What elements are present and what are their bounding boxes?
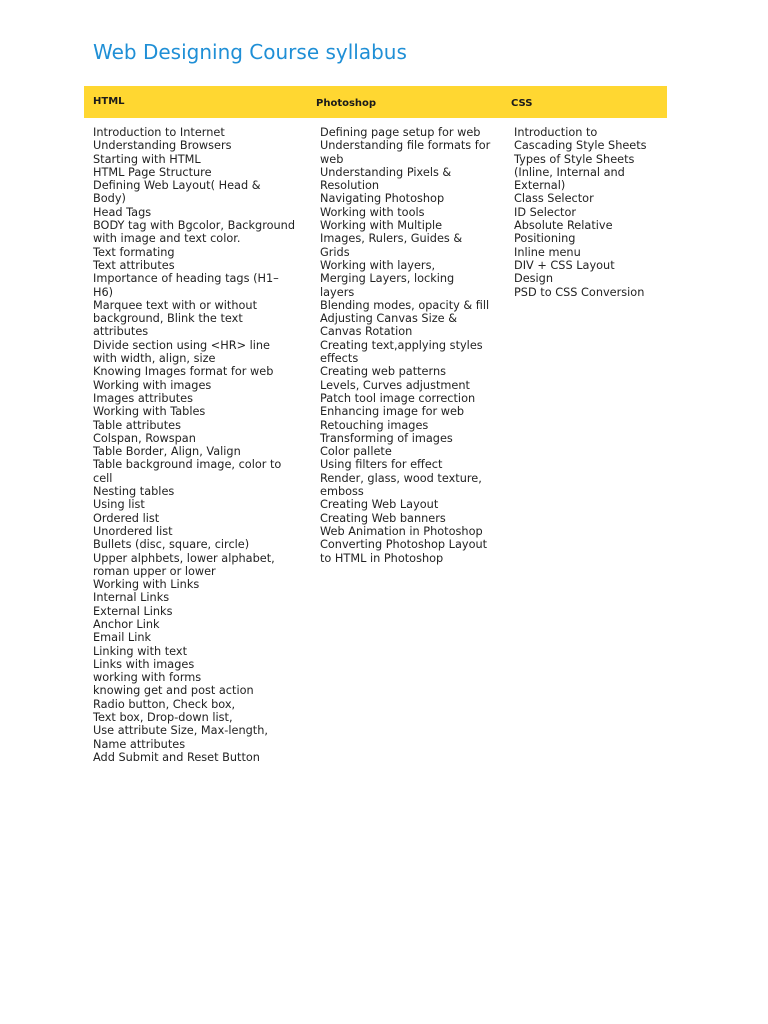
topic-line: Using list	[93, 498, 145, 512]
html-topic-list	[93, 126, 295, 764]
topic-line: Marquee text with or without	[93, 298, 257, 312]
column-heading-css: CSS	[511, 98, 533, 109]
topic-line: emboss	[320, 485, 364, 499]
topic-line: Defining Web Layout( Head &	[93, 179, 261, 193]
topic-line: External Links	[93, 604, 173, 618]
topic-line: Canvas Rotation	[320, 325, 413, 339]
topic-line: Using filters for effect	[320, 458, 443, 472]
topic-line: H6)	[93, 285, 114, 299]
topic-line: Introduction to	[514, 126, 598, 139]
topic-line: Working with images	[93, 378, 212, 392]
css-topic-list	[514, 126, 647, 299]
page-title: Web Designing Course syllabus	[93, 40, 407, 64]
topic-line: HTML Page Structure	[93, 165, 212, 179]
topic-line: Defining page setup for web	[320, 126, 481, 139]
topic-line: Table attributes	[93, 418, 181, 432]
topic-line: with width, align, size	[93, 352, 216, 366]
topic-line: Design	[514, 272, 554, 286]
topic-line: layers	[320, 285, 355, 299]
topic-line: Table Border, Align, Valign	[93, 445, 241, 459]
topic-line: Introduction to Internet	[93, 126, 225, 139]
topic-line: Linking with text	[93, 644, 188, 658]
topic-line: Creating Web banners	[320, 511, 446, 525]
photoshop-topic-list	[320, 126, 490, 565]
topic-line: Creating text,applying styles	[320, 338, 483, 352]
topic-line: Starting with HTML	[93, 152, 201, 166]
topic-line: Images, Rulers, Guides &	[320, 232, 463, 246]
topic-line: (Inline, Internal and	[514, 165, 625, 179]
topic-line: Importance of heading tags (H1–	[93, 272, 279, 286]
topic-line: Merging Layers, locking	[320, 272, 455, 286]
topic-line: PSD to CSS Conversion	[514, 285, 645, 299]
topic-line: Colspan, Rowspan	[93, 431, 196, 445]
column-heading-photoshop: Photoshop	[316, 98, 377, 109]
topic-line: Web Animation in Photoshop	[320, 524, 483, 538]
topic-line: Render, glass, wood texture,	[320, 471, 482, 485]
topic-line: Name attributes	[93, 737, 186, 751]
topic-line: Add Submit and Reset Button	[93, 750, 260, 764]
topic-line: Head Tags	[93, 205, 152, 219]
topic-line: Transforming of images	[320, 431, 453, 445]
topic-line: Ordered list	[93, 511, 160, 525]
topic-line: Adjusting Canvas Size &	[320, 312, 458, 326]
topic-line: Radio button, Check box,	[93, 697, 236, 711]
topic-line: Text attributes	[93, 258, 175, 272]
column-heading-html: HTML	[93, 96, 125, 107]
topic-line: Images attributes	[93, 391, 194, 405]
topic-line: with image and text color.	[93, 232, 241, 246]
topic-line: Creating Web Layout	[320, 498, 439, 512]
topic-line: Enhancing image for web	[320, 405, 465, 419]
topic-line: Types of Style Sheets	[514, 152, 635, 166]
topic-line: Text box, Drop-down list,	[93, 711, 233, 725]
topic-line: Grids	[320, 245, 350, 259]
topic-line: Navigating Photoshop	[320, 192, 445, 206]
topic-line: Working with Multiple	[320, 219, 443, 233]
topic-line: Retouching images	[320, 418, 429, 432]
topic-line: Working with tools	[320, 205, 425, 219]
topic-line: Knowing Images format for web	[93, 365, 274, 379]
topic-line: Cascading Style Sheets	[514, 139, 647, 153]
topic-line: Working with Links	[93, 578, 200, 592]
topic-line: Positioning	[514, 232, 576, 246]
topic-line: working with forms	[93, 671, 202, 685]
topic-line: Use attribute Size, Max-length,	[93, 724, 268, 738]
topic-line: DIV + CSS Layout	[514, 258, 615, 272]
topic-line: Color pallete	[320, 445, 392, 459]
topic-line: Understanding file formats for	[320, 139, 491, 153]
topic-line: Working with Tables	[93, 405, 206, 419]
topic-line: Bullets (disc, square, circle)	[93, 538, 250, 552]
topic-line: Resolution	[320, 179, 380, 193]
topic-line: Divide section using <HR> line	[93, 338, 271, 352]
topic-line: ID Selector	[514, 205, 577, 219]
topic-line: Blending modes, opacity & fill	[320, 298, 490, 312]
topic-line: background, Blink the text	[93, 312, 243, 326]
topic-line: web	[320, 152, 344, 166]
topic-line: cell	[93, 471, 113, 485]
topic-line: Creating web patterns	[320, 365, 446, 379]
topic-line: Understanding Browsers	[93, 139, 232, 153]
topic-line: knowing get and post action	[93, 684, 254, 698]
topic-line: External)	[514, 179, 566, 193]
topic-line: Body)	[93, 192, 126, 206]
topic-line: Levels, Curves adjustment	[320, 378, 470, 392]
topic-line: Nesting tables	[93, 485, 175, 499]
topic-line: Understanding Pixels &	[320, 165, 452, 179]
topic-line: Inline menu	[514, 245, 581, 259]
topic-line: Working with layers,	[320, 258, 436, 272]
topic-line: Text formating	[93, 245, 175, 259]
topic-line: Unordered list	[93, 524, 173, 538]
topic-line: Links with images	[93, 657, 195, 671]
topic-line: Internal Links	[93, 591, 170, 605]
topic-line: BODY tag with Bgcolor, Background	[93, 219, 296, 233]
topic-line: effects	[320, 352, 359, 366]
topic-line: Absolute Relative	[514, 219, 613, 233]
topic-line: to HTML in Photoshop	[320, 551, 444, 565]
topic-line: roman upper or lower	[93, 564, 216, 578]
topic-line: attributes	[93, 325, 149, 339]
topic-line: Table background image, color to	[93, 458, 282, 472]
topic-line: Converting Photoshop Layout	[320, 538, 488, 552]
topic-line: Patch tool image correction	[320, 391, 476, 405]
topic-line: Class Selector	[514, 192, 594, 206]
topic-line: Upper alphbets, lower alphabet,	[93, 551, 275, 565]
topic-line: Email Link	[93, 631, 152, 645]
topic-line: Anchor Link	[93, 617, 160, 631]
